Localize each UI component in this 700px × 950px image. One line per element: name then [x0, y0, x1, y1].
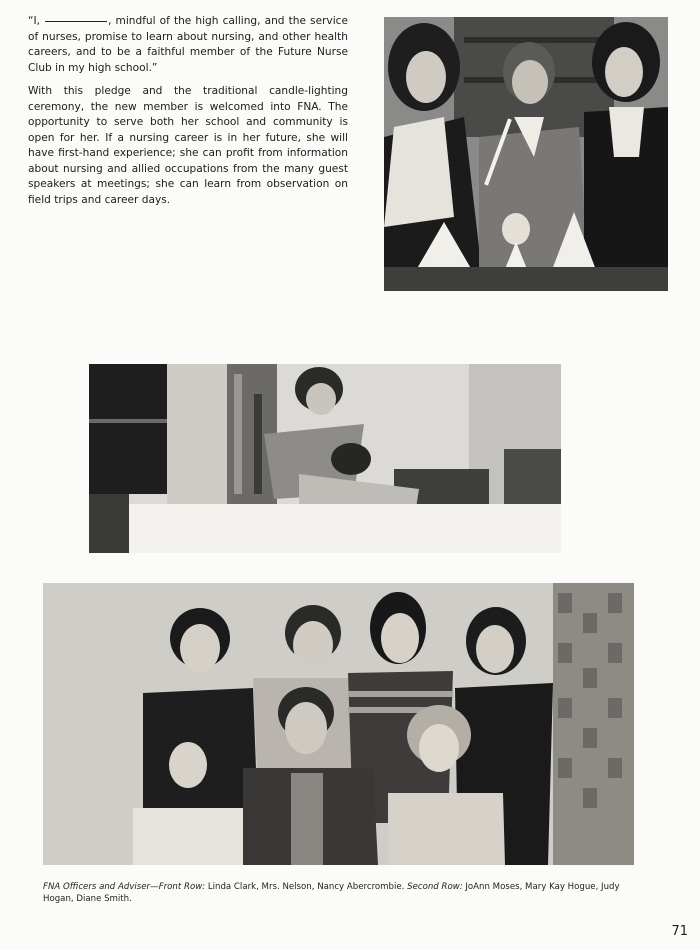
pledge-quote-open: “I, [28, 15, 45, 27]
caption-second-row-lead: Second Row: [407, 882, 463, 892]
pledge-quote [28, 14, 348, 76]
pledge-ceremony-photo [384, 17, 668, 291]
photo-caption [43, 881, 643, 905]
pledge-body: With this pledge and the traditional candle-lighting ceremony, the new member is welcomed into FNA. The opportunity to serve both her school and community is open for her. If a nursing career is in her future, she will have first-hand experience; she can profit from information about nursing and allied occupations from the many guest speakers at meetings; she can learn from observation on field trips and career days. [28, 85, 348, 206]
hospital-bed-photo [89, 364, 561, 553]
name-blank-line [45, 20, 107, 22]
officers-group-photo [43, 583, 634, 865]
page-number: 71 [671, 924, 688, 939]
pledge-quote-rest: , mindful of the high calling, and the service of nurses, promise to learn about nursing, and other health careers, and to be a faithful member of the Future Nurse Club in my high school.” [28, 15, 348, 74]
caption-front-row-lead: FNA Officers and Adviser—Front Row: [43, 882, 206, 892]
caption-front-row-names: Linda Clark, Mrs. Nelson, Nancy Abercrombie. [205, 882, 408, 892]
pledge-text-block [28, 14, 348, 216]
caption-second-row-names: JoAnn Moses, Mary Kay Hogue, Judy Hogan, Diane Smith. [43, 882, 620, 904]
